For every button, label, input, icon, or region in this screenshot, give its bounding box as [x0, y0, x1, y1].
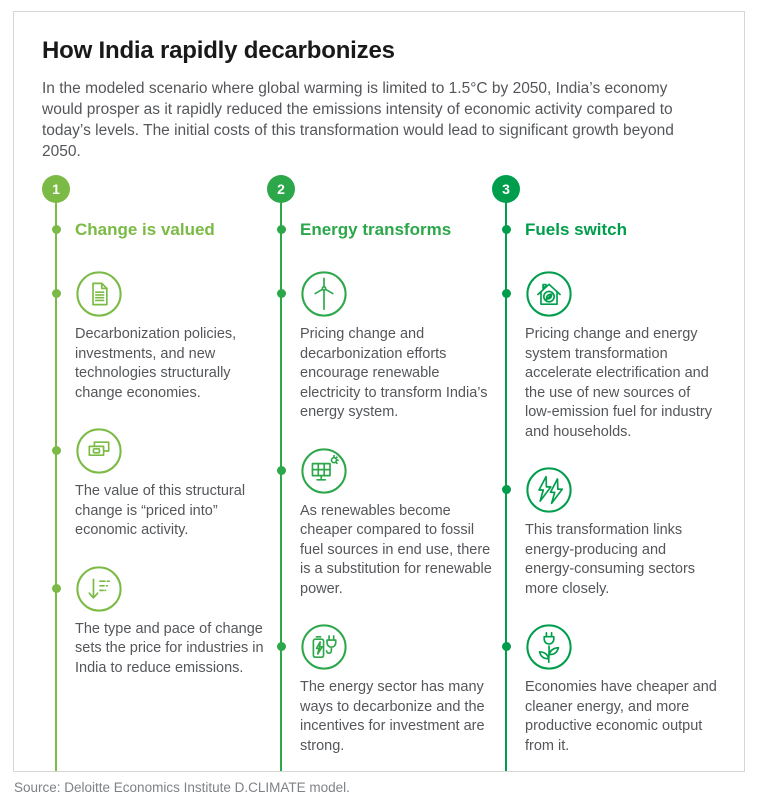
timeline-dot	[502, 289, 511, 298]
step-column-2	[267, 175, 492, 771]
item-text: Decarbonization policies, investments, and new technologies structurally change economies.	[75, 326, 237, 401]
step-item	[492, 466, 717, 599]
step-heading	[492, 220, 717, 240]
timeline-dot	[52, 584, 61, 593]
step-heading	[267, 220, 492, 240]
step-item	[267, 447, 492, 600]
item-text: Pricing change and energy system transformation accelerate electrification and the use of new sources of low-emission fuel for industry and households.	[525, 326, 712, 440]
timeline-dot	[277, 289, 286, 298]
step-item	[492, 270, 717, 442]
battery-plug-icon	[300, 623, 348, 671]
timeline-dot	[502, 485, 511, 494]
item-text: Economies have cheaper and cleaner energy, and more productive economic output from it.	[525, 679, 717, 754]
step-heading-label: Fuels switch	[525, 220, 628, 239]
timeline-dot	[52, 289, 61, 298]
source-note: Source: Deloitte Economics Institute D.CLIMATE model.	[14, 780, 350, 795]
step-item	[267, 270, 492, 423]
step-item	[267, 623, 492, 756]
timeline-dot	[502, 225, 511, 234]
step-number-badge: 3	[492, 175, 520, 203]
step-heading-label: Change is valued	[75, 220, 215, 239]
price-decrease-icon	[75, 565, 123, 613]
step-item	[492, 623, 717, 756]
timeline-dot	[502, 642, 511, 651]
step-number-badge: 2	[267, 175, 295, 203]
timeline-dot	[52, 225, 61, 234]
intro-paragraph: In the modeled scenario where global warming is limited to 1.5°C by 2050, India’s economy would prosper as it rapidly reduced the emissions intensity of economic activity compared to today’s levels. The initial costs of this transformation would lead to significant growth beyond 2050.	[42, 80, 674, 160]
item-text: The energy sector has many ways to decarbonize and the incentives for investment are strong.	[300, 679, 485, 754]
step-item	[42, 565, 267, 679]
timeline-dot	[277, 225, 286, 234]
double-lightning-icon	[525, 466, 573, 514]
plug-plant-icon	[525, 623, 573, 671]
banknotes-icon	[75, 427, 123, 475]
step-item	[42, 270, 267, 403]
step-heading	[42, 220, 267, 240]
item-text: The type and pace of change sets the price for industries in India to reduce emissions.	[75, 620, 264, 676]
item-text: As renewables become cheaper compared to fossil fuel sources in end use, there is a substitution for renewable power.	[300, 502, 492, 597]
wind-turbine-icon	[300, 270, 348, 318]
infographic-card	[13, 11, 745, 772]
item-text: Pricing change and decarbonization efforts encourage renewable electricity to transform India’s energy system.	[300, 326, 488, 420]
timeline-dot	[52, 446, 61, 455]
step-column-3	[492, 175, 717, 771]
step-number-badge: 1	[42, 175, 70, 203]
document-icon	[75, 270, 123, 318]
timeline-dot	[277, 642, 286, 651]
eco-house-icon	[525, 270, 573, 318]
item-text: The value of this structural change is “priced into” economic activity.	[75, 483, 246, 538]
item-text: This transformation links energy-producing and energy-consuming sectors more closely.	[525, 522, 696, 597]
step-heading-label: Energy transforms	[300, 220, 452, 239]
solar-panel-icon	[300, 447, 348, 495]
step-item	[42, 427, 267, 541]
steps-container	[42, 175, 720, 771]
timeline-dot	[277, 466, 286, 475]
page-title: How India rapidly decarbonizes	[42, 37, 395, 64]
step-column-1	[42, 175, 267, 771]
